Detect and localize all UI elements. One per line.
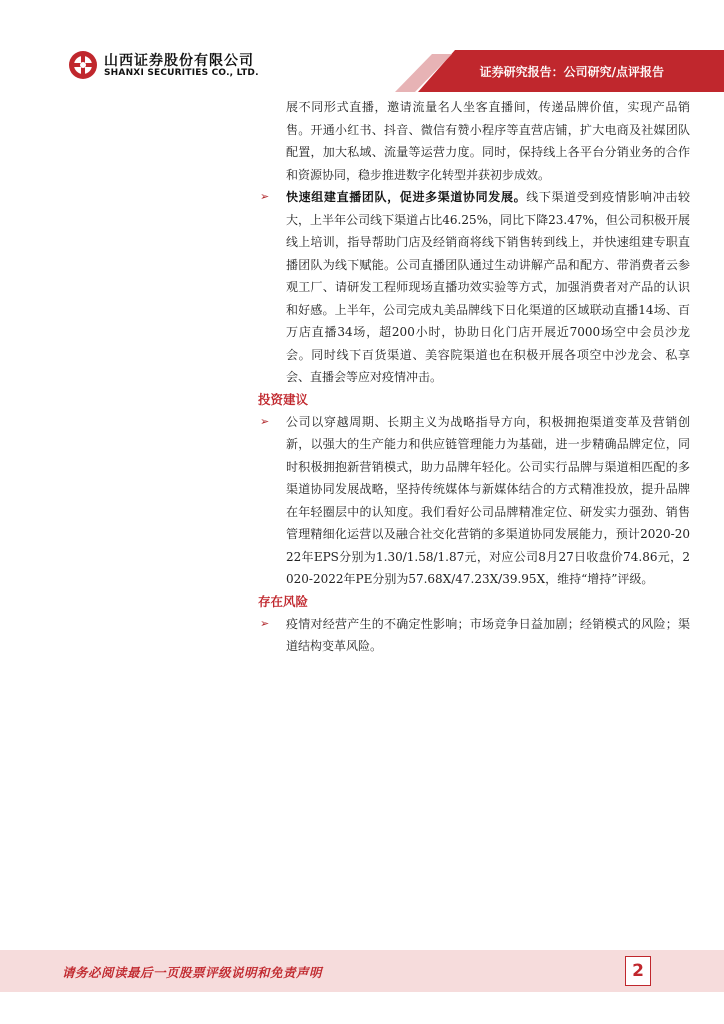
bullet-live-streaming xyxy=(258,186,690,389)
company-name-cn: 山西证券股份有限公司 xyxy=(104,53,254,69)
bullet-text: 线下渠道受到疫情影响冲击较大，上半年公司线下渠道占比46.25%，同比下降23.47%，但公司积极开展线上培训，指导帮助门店及经销商将线下销售转到线上，并快速组建专职直播团队为线下赋能。公司直播团队通过生动讲解产品和配方、带消费者云参观工厂、请研发工程师现场直播功效实验等方式，加强消费者对产品的认识和好感。上半年，公司完成丸美品牌线下日化渠道的区域联动直播14场、百万店直播34场，超200小时，协助日化门店开展近7000场空中会员沙龙会。同时线下百货渠道、美容院渠道也在积极开展各项空中沙龙会、私享会、直播会等应对疫情冲击。 xyxy=(286,190,690,384)
arrow-bullet-icon: ➢ xyxy=(260,616,270,630)
section-title-risk: 存在风险 xyxy=(258,593,309,609)
page-number: 2 xyxy=(625,956,651,986)
page-header xyxy=(0,0,724,92)
report-type: 证券研究报告：公司研究/点评报告 xyxy=(479,65,664,79)
report-body xyxy=(258,96,690,658)
arrow-bullet-icon: ➢ xyxy=(260,414,270,428)
company-name-en: SHANXI SECURITIES CO., LTD. xyxy=(104,68,259,78)
arrow-bullet-icon: ➢ xyxy=(260,190,270,203)
section-title-investment: 投资建议 xyxy=(258,391,309,407)
bullet-risk xyxy=(258,613,690,658)
bullet-investment xyxy=(258,411,690,591)
disclaimer-text: 请务必阅读最后一页股票评级说明和免责声明 xyxy=(62,965,323,980)
page-footer xyxy=(0,950,724,1024)
bullet-heading: 快速组建直播团队，促进多渠道协同发展。 xyxy=(286,190,527,204)
paragraph-continued: 展不同形式直播，邀请流量名人坐客直播间，传递品牌价值，实现产品销售。开通小红书、抖音、微信有赞小程序等直营店铺，扩大电商及社媒团队配置，加大私域、流量等运营力度。同时，保持线上各平台分销业务的合作和资源协同，稳步推进数字化转型并获初步成效。 xyxy=(286,100,690,182)
investment-text: 公司以穿越周期、长期主义为战略指导方向，积极拥抱渠道变革及营销创新，以强大的生产能力和供应链管理能力为基础，进一步精确品牌定位，同时积极拥抱新营销模式，助力品牌年轻化。公司实行品牌与渠道相匹配的多渠道协同发展战略，坚持传统媒体与新媒体结合的方式精准投放，提升品牌在年轻圈层中的认知度。我们看好公司品牌精准定位、研发实力强劲、销售管理精细化运营以及融合社交化营销的多渠道协同发展能力，预计2020-2022年EPS分别为1.30/1.58/1.87元，对应公司8月27日收盘价74.86元，2020-2022年PE分别为57.68X/47.23X/39.95X，维持“增持”评级。 xyxy=(286,414,690,586)
company-logo-icon xyxy=(68,50,98,80)
risk-text: 疫情对经营产生的不确定性影响；市场竞争日益加剧；经销模式的风险；渠道结构变革风险。 xyxy=(286,616,690,653)
